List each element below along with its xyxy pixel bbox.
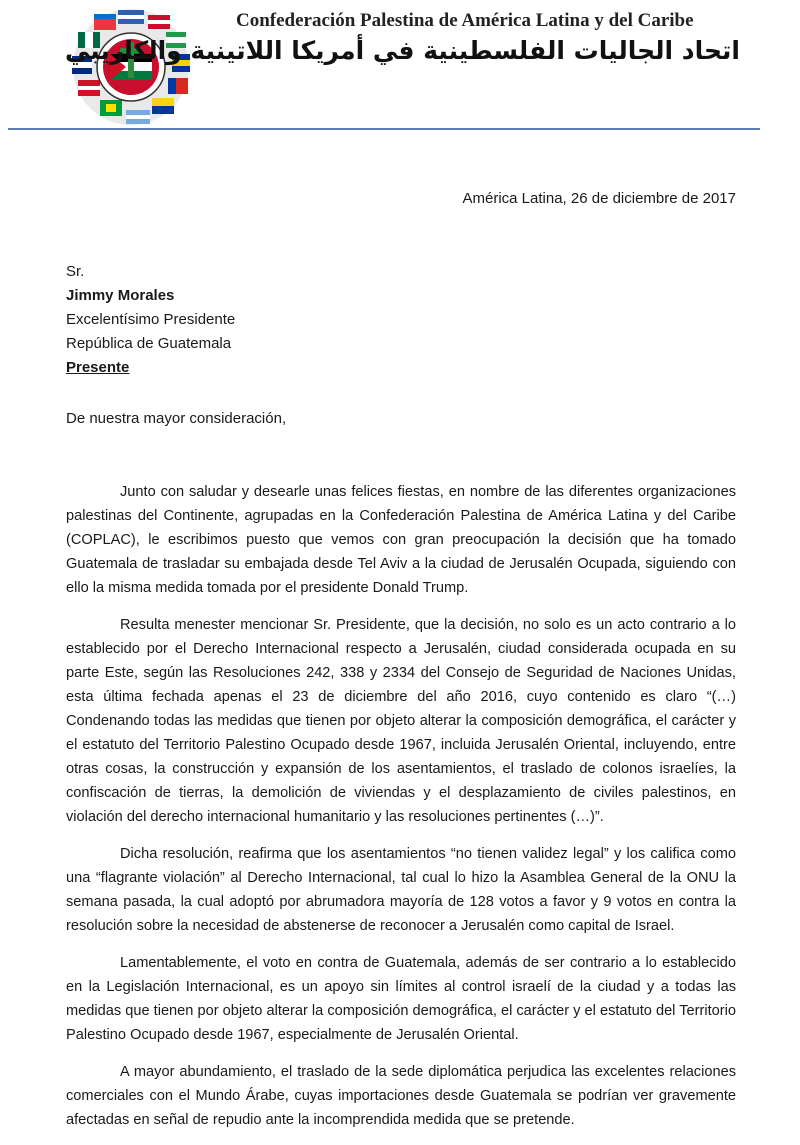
body-paragraph: Resulta menester mencionar Sr. Presidente, que la decisión, no solo es un acto contrario a lo establecido por el Derecho Internacional respecto a Jerusalén, ciudad considerada ocupada en su parte Este, según las Resoluciones 242, 338 y 2334 del Consejo de Seguridad de Naciones Unidas, esta última fechada apenas el 23 de diciembre del año 2016, cuyo contenido es claro “(…) Condenando todas las medidas que tienen por objeto alterar la composición demográfica, el carácter y el estatuto del Territorio Palestino Ocupado desde 1967, incluida Jerusalén Oriental, incluyendo, entre otras cosas, la construcción y expansión de los asentamientos, el traslado de colonos israelíes, la confiscación de tierras, la demolición de viviendas y el desplazamiento de civiles palestinos, en violación del derecho internacional humanitario y las resoluciones pertinentes (…)”. (66, 617, 736, 825)
coplac-flags-emblem-icon (70, 6, 192, 128)
organization-name-spanish: Confederación Palestina de América Latina y del Caribe (236, 10, 694, 31)
recipient-presente: Presente (66, 359, 130, 376)
recipient-name: Jimmy Morales (66, 287, 175, 304)
body-paragraph: A mayor abundamiento, el traslado de la sede diplomática perjudica las excelentes relaciones comerciales con el Mundo Árabe, cuyas importaciones desde Guatemala se podrían ver gravemente afectadas en señal de repudio ante la incomprendida medida que se pretende. (66, 1064, 736, 1128)
recipient-title: Excelentísimo Presidente (66, 311, 236, 328)
letter-date: América Latina, 26 de diciembre de 2017 (462, 190, 736, 207)
recipient-salutation: Sr. (66, 263, 85, 280)
recipient-country: República de Guatemala (66, 335, 232, 352)
letter-greeting: De nuestra mayor consideración, (66, 410, 287, 427)
body-paragraph: Dicha resolución, reafirma que los asentamientos “no tienen validez legal” y los califica como una “flagrante violación” al Derecho Internacional, tal cual lo hizo la Asamblea General de la ONU la semana pasada, la cual adoptó por abrumadora mayoría de 128 votos a favor y 9 votos en contra la resolución sobre la necesidad de abstenerse de reconocer a Jerusalén como capital de Israel. (66, 846, 736, 934)
body-paragraph: Junto con saludar y desearle unas felices fiestas, en nombre de las diferentes organizaciones palestinas del Continente, agrupadas en la Confederación Palestina de América Latina y del Caribe (COPLAC), le escribimos puesto que vemos con gran preocupación la decisión que ha tomado Guatemala de trasladar su embajada desde Tel Aviv a la ciudad de Jerusalén Ocupada, siguiendo con ello la misma medida tomada por el presidente Donald Trump. (66, 484, 736, 596)
body-paragraph: Lamentablemente, el voto en contra de Guatemala, además de ser contrario a lo establecido en la Legislación Internacional, es un apoyo sin límites al control israelí de la ciudad y a todas las medidas que tienen por objeto alterar la composición demográfica, el carácter y el estatuto del Territorio Palestino Ocupado desde 1967, especialmente de Jerusalén Oriental. (66, 955, 736, 1043)
recipient-block (66, 260, 235, 380)
letterhead-divider (8, 128, 760, 130)
organization-name-arabic: اتحاد الجاليات الفلسطينية في أمريكا اللاتينية والكاريبي (65, 36, 740, 65)
letter-body (66, 480, 736, 1145)
